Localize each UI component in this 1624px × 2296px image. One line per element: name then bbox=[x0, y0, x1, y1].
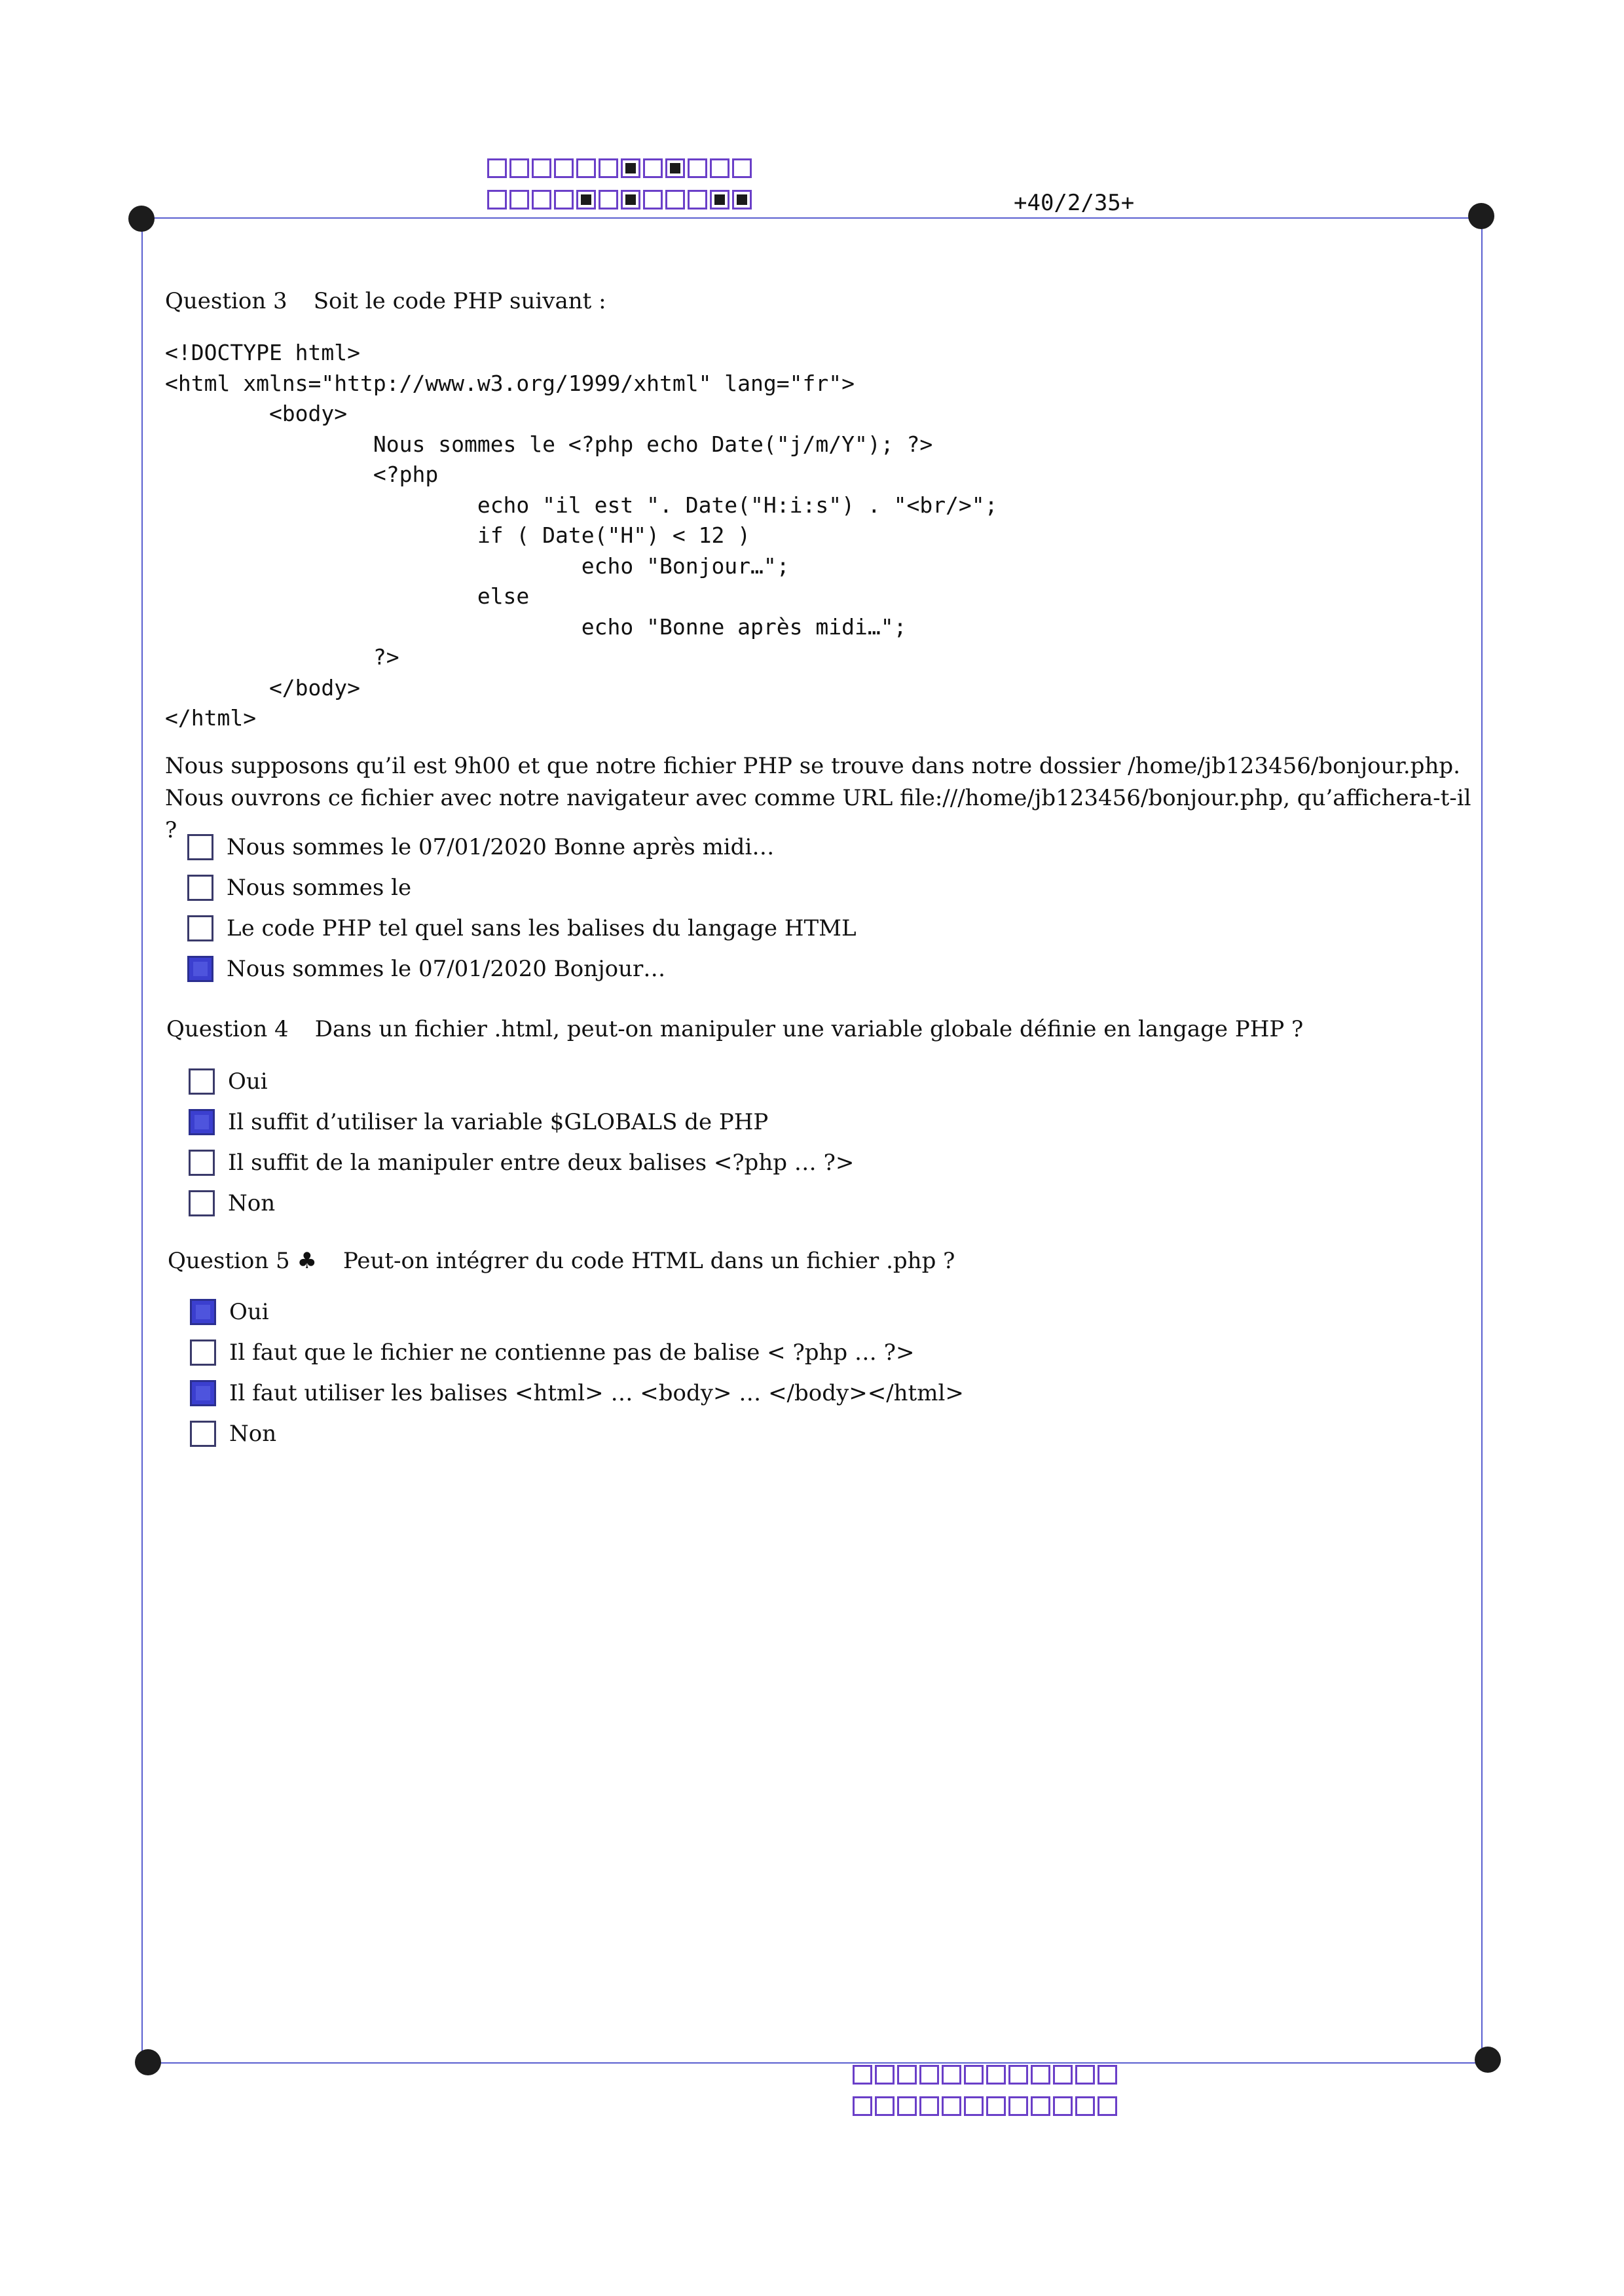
q5-answer-3[interactable] bbox=[190, 1380, 964, 1406]
code-cell bbox=[732, 190, 752, 210]
q3-answer-2[interactable] bbox=[187, 875, 411, 901]
q4-answer-3[interactable] bbox=[189, 1150, 854, 1176]
q5-answer-1[interactable] bbox=[190, 1299, 269, 1325]
top-code-strip-1 bbox=[487, 158, 754, 178]
checkbox[interactable] bbox=[190, 1339, 216, 1366]
code-cell bbox=[1031, 2096, 1050, 2116]
answer-label: Oui bbox=[228, 1068, 268, 1095]
code-cell bbox=[732, 158, 752, 178]
bottom-code-strip-1 bbox=[853, 2065, 1120, 2085]
code-cell bbox=[532, 190, 551, 210]
checkbox[interactable] bbox=[187, 875, 213, 901]
code-cell bbox=[554, 158, 574, 178]
question-4-label: Question 4 bbox=[166, 1016, 289, 1042]
checkbox[interactable] bbox=[190, 1421, 216, 1447]
code-cell bbox=[1008, 2065, 1028, 2085]
question-5-text: Peut-on intégrer du code HTML dans un fichier .php ? bbox=[342, 1248, 955, 1274]
code-cell bbox=[532, 158, 551, 178]
code-cell bbox=[665, 158, 685, 178]
code-cell bbox=[621, 190, 640, 210]
corner-marker-bottom-left bbox=[135, 2049, 161, 2075]
code-cell bbox=[919, 2096, 939, 2116]
answer-label: Nous sommes le 07/01/2020 Bonjour… bbox=[227, 956, 666, 982]
answer-label: Il faut utiliser les balises <html> … <body> … </body></html> bbox=[229, 1380, 964, 1406]
answer-label: Il suffit de la manipuler entre deux balises <?php … ?> bbox=[228, 1150, 855, 1176]
q4-answer-1[interactable] bbox=[189, 1068, 268, 1095]
question-3-text: Soit le code PHP suivant : bbox=[313, 288, 606, 314]
code-cell bbox=[688, 158, 707, 178]
checkbox[interactable] bbox=[187, 956, 213, 982]
code-cell bbox=[487, 190, 507, 210]
code-cell bbox=[509, 190, 529, 210]
frame-left-line bbox=[141, 217, 143, 2064]
code-cell bbox=[576, 158, 596, 178]
checkbox[interactable] bbox=[189, 1150, 215, 1176]
code-cell bbox=[875, 2096, 895, 2116]
code-cell bbox=[643, 158, 663, 178]
code-cell bbox=[643, 190, 663, 210]
page-identifier: +40/2/35+ bbox=[1014, 190, 1135, 216]
code-cell bbox=[1031, 2065, 1050, 2085]
checkbox[interactable] bbox=[189, 1190, 215, 1216]
checkbox[interactable] bbox=[190, 1380, 216, 1406]
q4-answer-2[interactable] bbox=[189, 1109, 768, 1135]
frame-right-line bbox=[1481, 217, 1483, 2064]
answer-label: Oui bbox=[229, 1299, 269, 1325]
code-cell bbox=[1053, 2065, 1073, 2085]
answer-label: Il suffit d’utiliser la variable $GLOBALS de PHP bbox=[228, 1109, 769, 1135]
answer-label: Nous sommes le bbox=[227, 875, 412, 901]
club-icon: ♣ bbox=[297, 1248, 317, 1274]
corner-marker-top-right bbox=[1468, 203, 1494, 229]
question-3-label: Question 3 bbox=[165, 288, 287, 314]
checkbox[interactable] bbox=[189, 1068, 215, 1095]
code-cell bbox=[665, 190, 685, 210]
answer-label: Non bbox=[229, 1421, 277, 1447]
code-cell bbox=[942, 2096, 961, 2116]
code-cell bbox=[1098, 2065, 1117, 2085]
question-4-heading bbox=[166, 1016, 1303, 1042]
q5-answer-4[interactable] bbox=[190, 1421, 276, 1447]
code-cell bbox=[986, 2096, 1006, 2116]
code-cell bbox=[853, 2065, 872, 2085]
code-cell bbox=[919, 2065, 939, 2085]
code-cell bbox=[986, 2065, 1006, 2085]
code-cell bbox=[621, 158, 640, 178]
checkbox[interactable] bbox=[190, 1299, 216, 1325]
checkbox[interactable] bbox=[189, 1109, 215, 1135]
bottom-code-strip-2 bbox=[853, 2096, 1120, 2116]
code-cell bbox=[599, 158, 618, 178]
code-cell bbox=[487, 158, 507, 178]
code-cell bbox=[710, 158, 729, 178]
question-5-label: Question 5 bbox=[168, 1248, 290, 1274]
code-cell bbox=[599, 190, 618, 210]
code-cell bbox=[853, 2096, 872, 2116]
code-cell bbox=[1075, 2096, 1095, 2116]
code-cell bbox=[1098, 2096, 1117, 2116]
top-code-strip-2 bbox=[487, 190, 754, 210]
q5-answer-2[interactable] bbox=[190, 1339, 914, 1366]
code-cell bbox=[942, 2065, 961, 2085]
code-cell bbox=[875, 2065, 895, 2085]
code-cell bbox=[964, 2096, 984, 2116]
q4-answer-4[interactable] bbox=[189, 1190, 275, 1216]
question-3-paragraph: Nous supposons qu’il est 9h00 et que notre fichier PHP se trouve dans notre dossier /home/jb123456/bonjour.php. Nous ouvrons ce fichier avec notre navigateur avec comme URL file:///home/jb123456/bonjour.php, qu’affichera-t-il ? bbox=[165, 753, 1471, 843]
answer-label: Nous sommes le 07/01/2020 Bonne après midi… bbox=[227, 834, 775, 860]
code-cell bbox=[1053, 2096, 1073, 2116]
question-4-text: Dans un fichier .html, peut-on manipuler une variable globale définie en langage PHP ? bbox=[314, 1016, 1304, 1042]
code-cell bbox=[1008, 2096, 1028, 2116]
q3-answer-1[interactable] bbox=[187, 834, 774, 860]
code-cell bbox=[710, 190, 729, 210]
code-cell bbox=[897, 2096, 917, 2116]
answer-label: Le code PHP tel quel sans les balises du langage HTML bbox=[227, 915, 857, 941]
question-3-heading bbox=[165, 288, 606, 314]
corner-marker-top-left bbox=[128, 206, 155, 232]
answer-label: Non bbox=[228, 1190, 276, 1216]
php-code-block: <!DOCTYPE html> <html xmlns="http://www.w3.org/1999/xhtml" lang="fr"> <body> Nous sommes le <?php echo Date("j/m/Y"); ?> <?php echo "il est ". Date("H:i:s") . "<br/>"; if ( Date("H") < 12 ) echo "Bonjour…"; else echo "Bonne après midi…"; ?> </body> </html> bbox=[165, 340, 998, 731]
question-5-heading bbox=[168, 1248, 955, 1274]
code-cell bbox=[688, 190, 707, 210]
code-cell bbox=[1075, 2065, 1095, 2085]
frame-bottom-line bbox=[148, 2062, 1488, 2064]
code-cell bbox=[964, 2065, 984, 2085]
code-cell bbox=[509, 158, 529, 178]
code-cell bbox=[897, 2065, 917, 2085]
checkbox[interactable] bbox=[187, 834, 213, 860]
checkbox[interactable] bbox=[187, 915, 213, 941]
frame-top-line bbox=[141, 217, 1481, 219]
q3-answer-4[interactable] bbox=[187, 956, 665, 982]
code-cell bbox=[554, 190, 574, 210]
q3-answer-3[interactable] bbox=[187, 915, 857, 941]
corner-marker-bottom-right bbox=[1475, 2047, 1501, 2073]
code-cell bbox=[576, 190, 596, 210]
answer-label: Il faut que le fichier ne contienne pas de balise < ?php … ?> bbox=[229, 1339, 915, 1366]
